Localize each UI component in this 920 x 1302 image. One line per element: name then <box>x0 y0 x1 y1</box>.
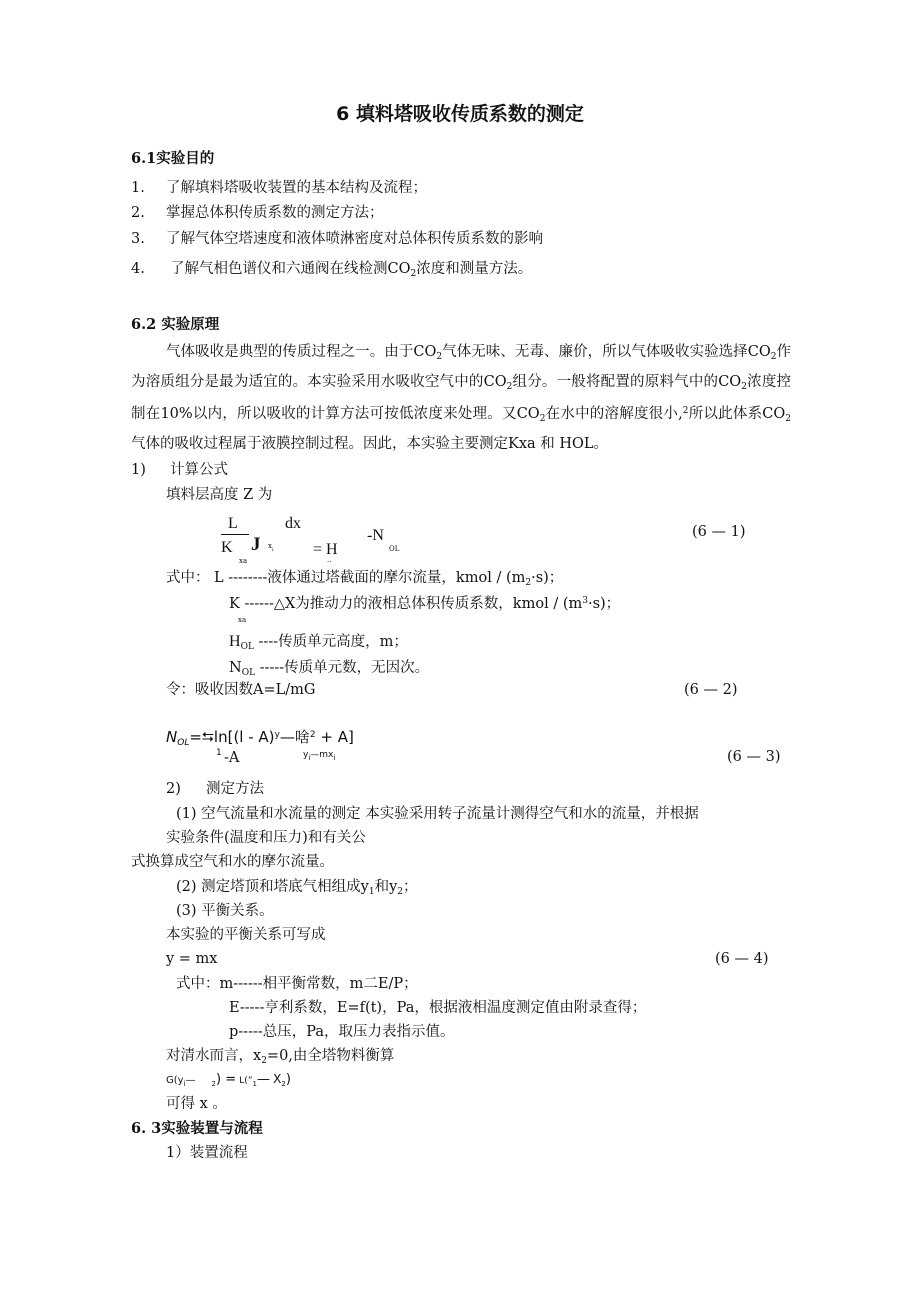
list-item: 测定方法 <box>206 781 264 797</box>
eq1-K: K <box>221 539 233 556</box>
def-prefix: 式中： <box>166 570 210 586</box>
list-item: 了解气体空塔速度和液体喷淋密度对总体积传质系数的影响 <box>166 231 543 247</box>
eq4: y = mx <box>166 951 218 967</box>
list-item: 了解气相色谱仪和六通阀在线检测$CO_2$浓度和测量方法。 <box>170 261 533 279</box>
eq1-fraction-bar <box>221 534 249 535</box>
def-E: E-----亨利系数，E=f(t)，Pa，根据液相温度测定值由附录查得； <box>229 1000 647 1016</box>
balance-equation: $G(y_i—$ $_2) = L(”_1—$ $X_2$) <box>166 1072 291 1088</box>
eq3-main: $N_{OL}=⮀\ln[(l$ - A)$^y$—啥$^2$ + A] <box>166 728 354 748</box>
eq3-denominator: $y_i—mx_i$ <box>303 750 336 762</box>
eq-number: (6 — 1) <box>692 524 746 540</box>
equilibrium-line: 本实验的平衡关系可写成 <box>166 927 326 943</box>
eq3-one: 1 <box>216 748 222 758</box>
principle-paragraph: 气体吸收是典型的传质过程之一。由于$CO_2$气体无味、无毒、廉价，所以气体吸收实验选择$CO_2$作为溶质组分是最为适宜的。本实验采用水吸收空气中的$CO_2$组分。一般将配置的原料气中的$CO_2$浓度控制在10%以内，所以吸收的计算方法可按低浓度来处理。又$CO_2$在水中的溶解度很小,$^2$所以此体系$CO_2$气体的吸收过程属于液膜控制过程。因此，本实验主要测定Kxa 和 HOL。 <box>131 344 792 452</box>
text-line: 填料层高度 Z 为 <box>166 487 273 503</box>
list-num: 2) <box>166 781 181 797</box>
def-K-sub: xa <box>238 616 247 624</box>
water-line: 对清水而言，$x_2=0$,由全塔物料衡算 <box>166 1048 395 1066</box>
eq-number: (6 — 2) <box>684 682 738 698</box>
section-heading-6-3: 6. 3实验装置与流程 <box>131 1120 263 1137</box>
list-item: 掌握总体积传质系数的测定方法； <box>166 205 384 221</box>
method-3: (3) 平衡关系。 <box>176 903 274 919</box>
section-heading-6-2: 6.2 实验原理 <box>131 316 220 333</box>
method-1-line-b: 实验条件(温度和压力)和有关公 <box>166 830 366 846</box>
eq1-OL: OL <box>389 545 400 553</box>
eq1-dx: dx <box>285 515 301 532</box>
method-1-line-a: (1) 空气流量和水流量的测定 本实验采用转子流量计测得空气和水的流量，并根据 <box>176 806 699 822</box>
def-m: 式中：m------相平衡常数，m二E/P； <box>176 976 418 992</box>
eq-number: (6 — 3) <box>727 749 781 765</box>
list-item: 1）装置流程 <box>166 1145 248 1161</box>
integral-sign: J <box>251 534 261 555</box>
eq1-L: L <box>228 515 238 532</box>
list-item: 计算公式 <box>170 462 228 478</box>
list-num: 3. <box>131 231 145 247</box>
list-num: 4. <box>131 261 145 277</box>
eq3-minusA: -A <box>224 750 240 766</box>
method-1-line-c: 式换算成空气和水的摩尔流量。 <box>131 854 334 870</box>
section-heading-6-1: 6.1实验目的 <box>131 150 215 167</box>
list-num: 1) <box>131 462 146 478</box>
def-p: p-----总压，Pa，取压力表指示值。 <box>229 1024 455 1040</box>
def-L: L --------液体通过塔截面的摩尔流量，kmol / $(m_2\cdot s)$； <box>214 570 564 588</box>
eq-number: (6 — 4) <box>715 951 769 967</box>
def-H: $H_{OL}$ ----传质单元高度，m； <box>229 633 408 652</box>
list-num: 2. <box>131 205 145 221</box>
eq1-N: -N <box>367 527 384 544</box>
eq1-xa: xa <box>239 557 248 565</box>
eq1-xi: $x_i$ <box>268 542 274 553</box>
result-line: 可得 x 。 <box>166 1096 227 1112</box>
eq1-dots: ·· <box>327 558 332 566</box>
def-N: $N_{OL}$ -----传质单元数，无因次。 <box>229 660 430 678</box>
def-K: K ------△X为推动力的液相总体积传质系数，kmol / $(m^3\cdot s)$； <box>229 596 621 612</box>
list-item: 了解填料塔吸收装置的基本结构及流程； <box>166 180 427 196</box>
page-title: 6 填料塔吸收传质系数的测定 <box>336 103 584 125</box>
method-2: (2) 测定塔顶和塔底气相组成$y_1$和$y_2$； <box>176 879 418 897</box>
list-num: 1. <box>131 180 145 196</box>
absorption-factor-line: 令：吸收因数A=L/mG <box>166 682 316 698</box>
eq1-equals-H: = H <box>313 541 338 558</box>
